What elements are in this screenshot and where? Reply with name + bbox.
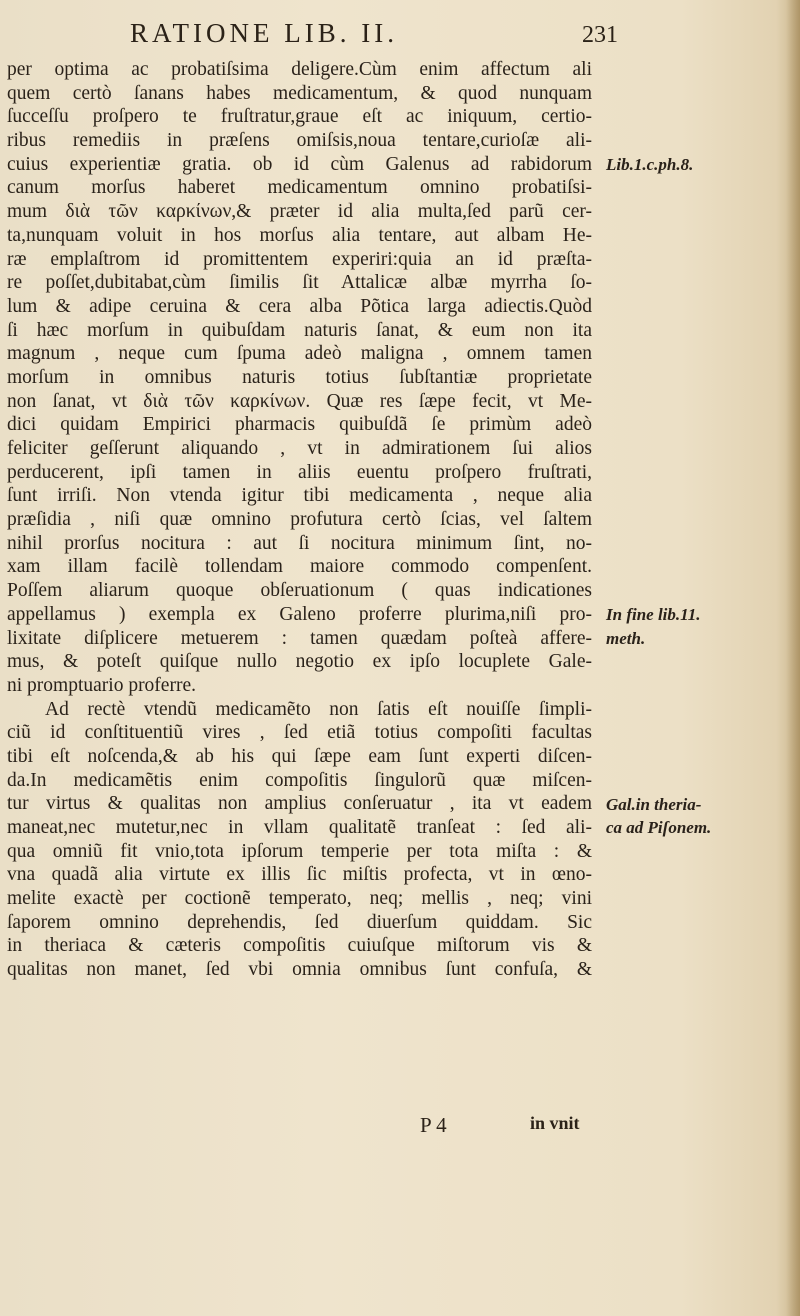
page-edge-shadow [786, 0, 800, 1316]
text-line: qua omniũ fit vnio,tota ipſorum temperie per tota miſta : & [7, 840, 592, 862]
text-line: mum διὰ τῶν καρκίνων,& præter id alia multa,ſed parũ cer- [7, 201, 592, 223]
page-number: 231 [582, 22, 618, 48]
text-line: Poſſem aliarum quoque obſeruationum ( quas indicationes [7, 580, 592, 602]
text-line: ni promptuario proferre. [7, 674, 196, 696]
text-line: cuius experientiæ gratia. ob id cùm Galenus ad rabidorum [7, 153, 592, 175]
text-line: maneat,nec mutetur,nec in vllam qualitatẽ tranſeat : ſed ali- [7, 817, 592, 838]
text-line: lixitate diſplicere metuerem : tamen quædam poſteà affere- [7, 627, 592, 649]
text-line: xam illam facilè tollendam maiore commodo compenſent. [7, 556, 592, 578]
text-line: Ad rectè vtendũ medicamẽto non ſatis eſt nouiſſe ſimpli- [45, 698, 592, 720]
catchword: in vnit [530, 1113, 580, 1133]
signature-mark: P 4 [420, 1113, 447, 1137]
running-title: RATIONE LIB. II. [130, 18, 398, 48]
text-line: mus, & poteſt quiſque nullo negotio ex ipſo locuplete Gale- [7, 651, 592, 673]
text-line: dici quidam Empirici pharmacis quibuſdã ſe primùm adeò [7, 414, 592, 436]
text-line: ta,nunquam voluit in hos morſus alia tentare, aut albam He- [7, 224, 592, 246]
text-line: in theriaca & cæteris compoſitis cuiuſque miſtorum vis & [7, 935, 592, 957]
text-line: nihil prorſus nocitura : aut ſi nocitura minimum ſint, no- [7, 532, 592, 554]
margin-note: Gal.in theria- [606, 794, 702, 814]
text-line: feliciter geſſerunt aliquando , vt in admirationem ſui alios [7, 438, 592, 459]
text-line: vna quadã alia virtute ex illis ſic miſtis profecta, vt in œno- [7, 864, 592, 886]
text-line: qualitas non manet, ſed vbi omnia omnibus ſunt confuſa, & [7, 959, 592, 981]
text-line: ræ emplaſtrom id promittentem experiri:quia an id præſta- [7, 248, 592, 270]
text-line: morſum in omnibus naturis totius ſubſtantiæ proprietate [7, 366, 592, 388]
text-line: canum morſus haberet medicamentum omnino probatiſsi- [7, 177, 592, 199]
margin-note: Lib.1.c.ph.8. [606, 154, 694, 174]
margin-note: meth. [606, 628, 646, 648]
margin-note: ca ad Piſonem. [606, 818, 712, 838]
text-line: appellamus ) exempla ex Galeno proferre plurima,niſi pro- [7, 603, 592, 625]
text-line: præſidia , niſi quæ omnino profutura certò ſcias, vel ſaltem [7, 509, 592, 531]
text-line: lum & adipe ceruina & cera alba Põtica larga adiectis.Quòd [7, 295, 592, 317]
text-line: tibi eſt noſcenda,& ab his qui ſæpe eam ſunt experti diſcen- [7, 745, 592, 767]
text-line: tur virtus & qualitas non amplius conſeruatur , ita vt eadem [7, 793, 592, 815]
text-line: ſucceſſu proſpero te fruſtratur,graue eſt ac iniquum, certio- [7, 106, 592, 128]
text-line: melite exactè per coctionẽ temperato, neq; mellis , neq; vini [7, 888, 592, 910]
body-text [7, 58, 592, 982]
text-line: ſi hæc morſum in quibuſdam naturis ſanat, & eum non ita [7, 319, 592, 341]
text-line: ſunt irriſi. Non vtenda igitur tibi medicamenta , neque alia [7, 485, 592, 507]
text-line: ribus remediis in præſens omiſsis,noua tentare,curioſæ ali- [7, 130, 592, 152]
margin-note: In fine lib.11. [606, 605, 701, 625]
text-line: perducerent, ipſi tamen in aliis euentu proſpero fruſtrati, [7, 461, 592, 483]
text-line: per optima ac probatiſsima deligere.Cùm enim affectum ali [7, 59, 592, 80]
text-line: quem certò ſanans habes medicamentum, & quod nunquam [7, 82, 592, 104]
text-line: non ſanat, vt διὰ τῶν καρκίνων. Quæ res ſæpe fecit, vt Me- [7, 390, 592, 412]
text-line: magnum , neque cum ſpuma adeò maligna , omnem tamen [7, 343, 592, 365]
text-line: ciũ id conſtituentiũ vires , ſed etiã totius compoſiti facultas [7, 722, 592, 744]
text-line: re poſſet,dubitabat,cùm ſimilis ſit Attalicæ albæ myrrha ſo- [7, 272, 592, 294]
text-line: da.In medicamẽtis enim compoſitis ſingulorũ quæ miſcen- [7, 769, 592, 791]
text-line: ſaporem omnino deprehendis, ſed diuerſum quiddam. Sic [7, 911, 592, 933]
